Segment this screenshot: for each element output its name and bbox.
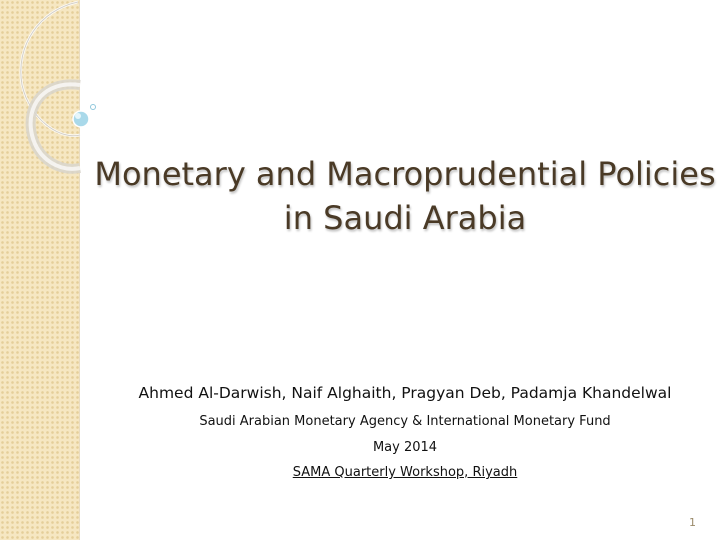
blue-dot-small-icon	[91, 105, 96, 110]
slide-number: 1	[689, 516, 696, 529]
event-link[interactable]: SAMA Quarterly Workshop, Riyadh	[292, 465, 518, 480]
blue-dot-highlight	[75, 113, 81, 119]
affiliation-line: Saudi Arabian Monetary Agency & International Monetary Fund	[199, 414, 611, 429]
event-line	[90, 465, 720, 480]
authors-line: Ahmed Al-Darwish, Naif Alghaith, Pragyan Deb, Padamja Khandelwal	[138, 384, 672, 402]
blue-dot-large-icon	[73, 111, 89, 127]
slide-title: Monetary and Macroprudential Policies in Saudi Arabia	[94, 155, 716, 237]
date-line: May 2014	[372, 440, 438, 455]
